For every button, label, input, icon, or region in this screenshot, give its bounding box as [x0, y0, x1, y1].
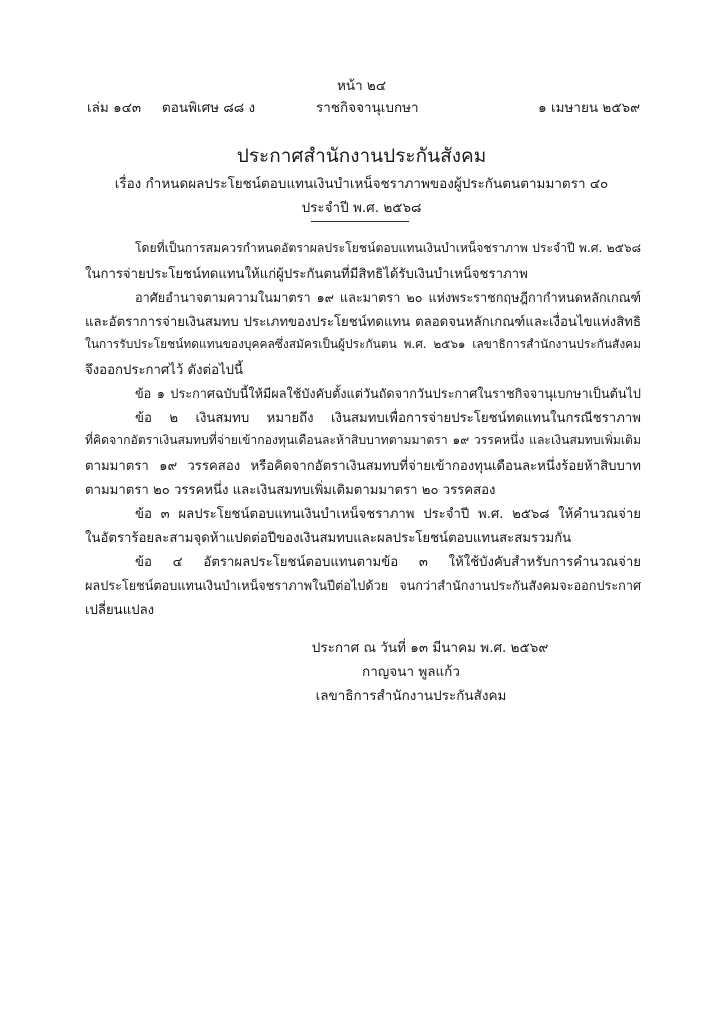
clause-2: ข้อ ๒ เงินสมทบ หมายถึง เงินสมทบเพื่อการจ่ายประโยชน์ทดแทนในกรณีชราภาพ [135, 411, 641, 426]
body-line: ตามมาตรา ๒๐ วรรคหนึ่ง และเงินสมทบเพิ่มเติมตามมาตรา ๒๐ วรรคสอง [85, 483, 496, 498]
section-label: ตอนพิเศษ ๘๘ ง [162, 100, 256, 116]
gazette-name: ราชกิจจานุเบกษา [316, 100, 419, 116]
document-title: ประกาศสำนักงานประกันสังคม [236, 145, 487, 167]
body-line: ในการรับประโยชน์ทดแทนของบุคคลซึ่งสมัครเป็นผู้ประกันตน พ.ศ. ๒๕๖๑ เลขาธิการสำนักงานประกันสังคม [85, 337, 641, 351]
body-line: ตามมาตรา ๑๙ วรรคสอง หรือคิดจากอัตราเงินสมทบที่จ่ายเข้ากองทุนเดือนละหนึ่งร้อยห้าสิบบาท [85, 459, 641, 474]
body-line: เปลี่ยนแปลง [85, 603, 155, 618]
document-year: ประจำปี พ.ศ. ๒๕๖๘ [301, 200, 422, 216]
body-line: ในอัตราร้อยละสามจุดห้าแปดต่อปีของเงินสมทบและผลประโยชน์ตอบแทนสะสมรวมกัน [85, 531, 572, 546]
clause-3: ข้อ ๓ ผลประโยชน์ตอบแทนเงินบำเหน็จชราภาพ ประจำปี พ.ศ. ๒๕๖๘ ให้คำนวณจ่าย [135, 507, 641, 522]
page-number: หน้า ๒๔ [336, 78, 387, 94]
volume-label: เล่ม ๑๔๓ [87, 100, 142, 116]
clause-4: ข้อ ๔ อัตราผลประโยชน์ตอบแทนตามข้อ ๓ ให้ใช้บังคับสำหรับการคำนวณจ่าย [135, 555, 641, 570]
signatory-name: กาญจนา พูลแก้ว [362, 664, 460, 680]
title-divider [311, 221, 409, 222]
signatory-position: เลขาธิการสำนักงานประกันสังคม [315, 688, 507, 704]
body-line: ในการจ่ายประโยชน์ทดแทนให้แก่ผู้ประกันตนที่มีสิทธิได้รับเงินบำเหน็จชราภาพ [85, 267, 528, 282]
document-subject: เรื่อง กำหนดผลประโยชน์ตอบแทนเงินบำเหน็จชราภาพของผู้ประกันตนตามมาตรา ๔๐ [114, 176, 609, 192]
body-line: ที่คิดจากอัตราเงินสมทบที่จ่ายเข้ากองทุนเดือนละห้าสิบบาทตามมาตรา ๑๙ วรรคหนึ่ง และเงินสมทบเพิ่มเติม [85, 433, 641, 447]
announcement-date: ประกาศ ณ วันที่ ๑๓ มีนาคม พ.ศ. ๒๕๖๙ [311, 640, 549, 656]
body-line: ผลประโยชน์ตอบแทนเงินบำเหน็จชราภาพในปีต่อไปด้วย จนกว่าสำนักงานประกันสังคมจะออกประกาศ [85, 578, 641, 593]
body-line: โดยที่เป็นการสมควรกำหนดอัตราผลประโยชน์ตอบแทนเงินบำเหน็จชราภาพ ประจำปี พ.ศ. ๒๕๖๘ [135, 241, 641, 255]
body-line: และอัตราการจ่ายเงินสมทบ ประเภทของประโยชน์ทดแทน ตลอดจนหลักเกณฑ์และเงื่อนไขแห่งสิทธิ [85, 315, 641, 330]
body-line: จึงออกประกาศไว้ ดังต่อไปนี้ [85, 363, 244, 378]
clause-1: ข้อ ๑ ประกาศฉบับนี้ให้มีผลใช้บังคับตั้งแต่วันถัดจากวันประกาศในราชกิจจานุเบกษาเป็นต้นไป [135, 386, 641, 401]
body-line: อาศัยอำนาจตามความในมาตรา ๑๙ และมาตรา ๒๐ แห่งพระราชกฤษฎีกากำหนดหลักเกณฑ์ [135, 290, 641, 305]
gazette-date: ๑ เมษายน ๒๕๖๙ [538, 100, 640, 116]
